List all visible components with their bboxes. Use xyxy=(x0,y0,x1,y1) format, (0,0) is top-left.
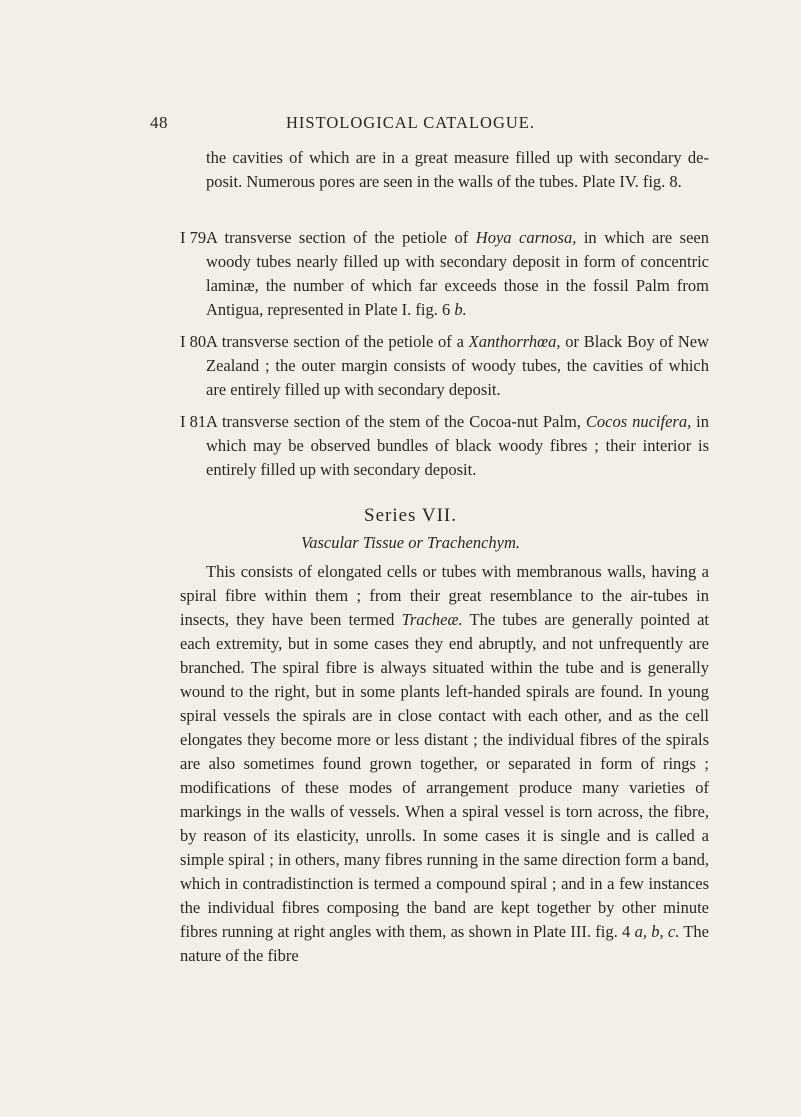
entry-number: I 81. xyxy=(180,412,211,431)
entry-text: A transverse section of the stem of the Cocoa-nut Palm, Cocos nucifera, in which may be observed bundles of black woody fibres ; their interior is entirely filled up with secondary deposit. xyxy=(206,412,709,479)
entry-text: A transverse section of the petiole of Hoya carnosa, in which are seen woody tubes nearly filled up with secondary deposit in form of concentric laminæ, the number of which far exceeds those in the fossil Palm from Antigua, represented in Plate I. fig. 6 b. xyxy=(206,228,709,319)
body-paragraph: This consists of elongated cells or tubes with membranous walls, having a spiral fibre within them ; from their great resemblance to the air-tubes in insects, they have been termed Tracheæ. The tubes are generally pointed at each extremity, but in some cases they end abruptly, and not unfrequently are branched. The spiral fibre is always situated within the tube and is generally wound to the right, but in some plants left-handed spirals are found. In young spiral vessels the spirals are in close contact with each other, and as the cell elongates they become more or less distant ; the individual fibres of the spirals are also sometimes found grown together, or separated in form of rings ; modifications of these modes of arrangement produce many varieties of markings in the walls of vessels. When a spiral vessel is torn across, the fibre, by reason of its elasticity, unrolls. In some cases it is single and is called a simple spiral ; in others, many fibres running in the same direction form a band, which in contradistinction is termed a compound spiral ; and in a few instances the individual fibres composing the band are kept together by other minute fibres running at right angles with them, as shown in Plate III. fig. 4 a, b, c. The nature of the fibre xyxy=(180,562,710,965)
series-subtitle: Vascular Tissue or Trachenchym. xyxy=(300,533,521,552)
continuation-text: the cavities of which are in a great measure filled up with secondary deposit. Numerous pores are seen in the walls of the tubes. Plate IV. fig. 8. xyxy=(206,148,709,191)
running-head: HISTOLOGICAL CATALOGUE. xyxy=(286,113,535,132)
entry-number: I 79. xyxy=(180,228,211,247)
page-header xyxy=(0,113,801,137)
entry-text: A transverse section of the petiole of a Xanthorrhœa, or Black Boy of New Zealand ; the outer margin consists of woody tubes, the cavities of which are entirely filled up with secondary deposit. xyxy=(206,332,710,399)
catalogue-entry-180 xyxy=(180,330,709,402)
page-number: 48 xyxy=(150,113,168,132)
catalogue-entry-181 xyxy=(180,410,709,482)
entry-number: I 80. xyxy=(180,332,211,351)
series-heading: Series VII. xyxy=(364,505,457,526)
catalogue-entry-179 xyxy=(180,226,709,322)
